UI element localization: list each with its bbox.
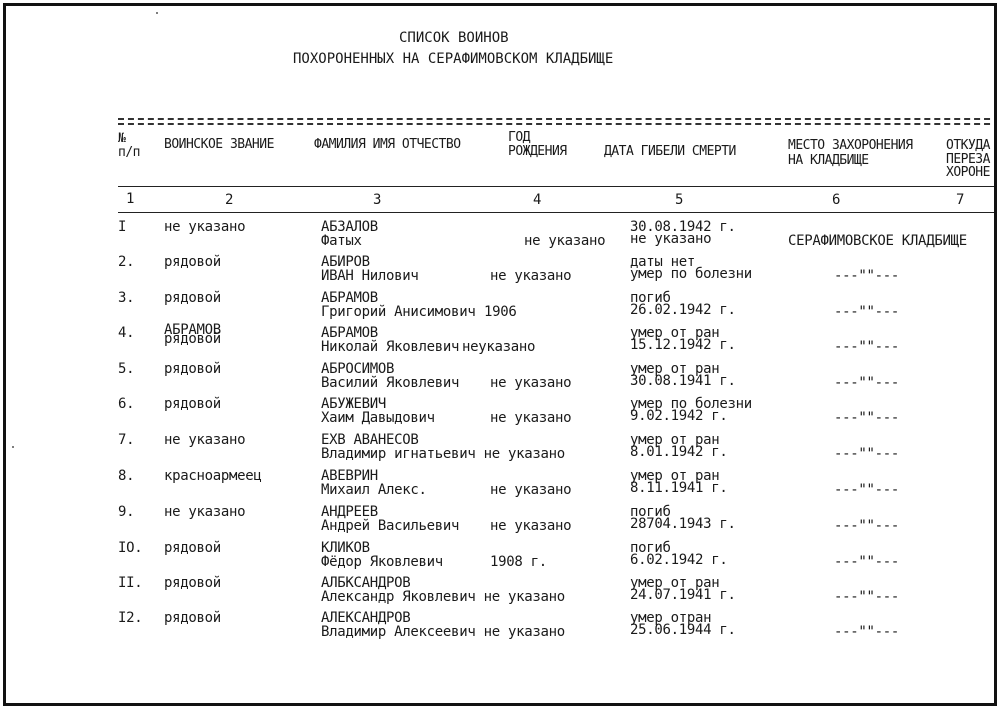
row-number: IO. xyxy=(118,540,143,556)
row-death-date: 30.08.1941 г. xyxy=(630,373,736,389)
header-col6-place-a: МЕСТО ЗАХОРОНЕНИЯ xyxy=(788,138,913,153)
column-number-4: 4 xyxy=(533,192,542,208)
row-rank: рядовой xyxy=(164,575,221,591)
row-death-note: умер отран xyxy=(630,610,712,626)
row-number: I2. xyxy=(118,610,143,626)
row-surname: АБЗАЛОВ xyxy=(321,219,378,235)
row-surname: АБИРОВ xyxy=(321,254,370,270)
row-given-names: Николай Яковлевич xyxy=(321,339,460,355)
header-col5-date: ДАТА ГИБЕЛИ СМЕРТИ xyxy=(604,144,736,159)
row-given-names: Владимир игнатьевич не указано xyxy=(321,446,565,462)
row-death-date: 9.02.1942 г. xyxy=(630,408,728,424)
row-death-date: 24.07.1941 г. xyxy=(630,587,736,603)
row-birth-year: не указано xyxy=(490,375,572,391)
row-given-names: Фёдор Яковлевич xyxy=(321,554,443,570)
header-bottom-rule xyxy=(118,186,997,187)
row-rank: не указано xyxy=(164,219,246,235)
row-surname: АНДРЕЕВ xyxy=(321,504,378,520)
row-burial-place: СЕРАФИМОВСКОЕ КЛАДБИЩЕ xyxy=(788,233,967,249)
row-given-names: Григорий Анисимович xyxy=(321,304,476,320)
row-rank: рядовой xyxy=(164,290,221,306)
row-burial-place: ---""--- xyxy=(834,482,900,498)
row-burial-place: ---""--- xyxy=(834,554,900,570)
row-number: 5. xyxy=(118,361,135,377)
row-number: 3. xyxy=(118,290,135,306)
row-birth-year: не указано xyxy=(490,518,572,534)
column-number-1: 1 xyxy=(126,191,135,207)
row-death-note: умер по болезни xyxy=(630,396,752,412)
row-death-note: умер от ран xyxy=(630,575,720,591)
row-number: 2. xyxy=(118,254,135,270)
row-death-date: 28704.1943 г. xyxy=(630,516,736,532)
row-birth-year: 1906 xyxy=(484,304,517,320)
header-col7-from-a: ОТКУДА xyxy=(946,138,990,153)
row-death-note: даты нет xyxy=(630,254,696,270)
row-burial-place: ---""--- xyxy=(834,304,900,320)
header-col1-number: № xyxy=(118,131,126,146)
row-death-note: погиб xyxy=(630,290,671,306)
column-number-7: 7 xyxy=(956,192,965,208)
row-rank: рядовой xyxy=(164,610,221,626)
row-rank: рядовой xyxy=(164,361,221,377)
row-number: I xyxy=(118,219,127,235)
row-given-names: Александр Яковлевич не указано xyxy=(321,589,565,605)
column-number-5: 5 xyxy=(675,192,684,208)
row-number: 9. xyxy=(118,504,135,520)
row-given-names: Василий Яковлевич xyxy=(321,375,460,391)
row-death-note: погиб xyxy=(630,504,671,520)
row-burial-place: ---""--- xyxy=(834,410,900,426)
row-surname: АБРАМОВ xyxy=(321,290,378,306)
column-number-2: 2 xyxy=(225,192,234,208)
row-surname: АБРОСИМОВ xyxy=(321,361,395,377)
row-burial-place: ---""--- xyxy=(834,446,900,462)
row-rank: рядовой xyxy=(164,540,221,556)
header-col4-year-b: РОЖДЕНИЯ xyxy=(508,144,567,159)
row-death-date: не указано xyxy=(630,231,712,247)
row-burial-place: ---""--- xyxy=(834,518,900,534)
header-col4-year-a: ГОД xyxy=(508,130,530,145)
row-rank: рядовой xyxy=(164,396,221,412)
row-death-date: 8.01.1942 г. xyxy=(630,444,728,460)
row-death-date: 15.12.1942 г. xyxy=(630,337,736,353)
row-birth-year: 1908 г. xyxy=(490,554,547,570)
row-surname: АБРАМОВ xyxy=(321,325,378,341)
row-burial-place: ---""--- xyxy=(834,339,900,355)
row-death-note: умер от ран xyxy=(630,361,720,377)
header-col6-place-b: НА КЛАДБИЩЕ xyxy=(788,153,869,168)
row-given-names: Фатых xyxy=(321,233,362,249)
row-rank: АБРАМОВ рядовой xyxy=(164,322,221,347)
row-given-names: Хаим Давыдович xyxy=(321,410,435,426)
row-burial-place: ---""--- xyxy=(834,268,900,284)
row-death-date: 25.06.1944 г. xyxy=(630,622,736,638)
row-rank: рядовой xyxy=(164,254,221,270)
row-number: 4. xyxy=(118,325,135,341)
row-given-names: ИВАН Нилович xyxy=(321,268,419,284)
row-given-names: Андрей Васильевич xyxy=(321,518,460,534)
row-surname: ЕХВ АВАНЕСОВ xyxy=(321,432,419,448)
header-top-rule xyxy=(118,118,997,120)
row-birth-year: не указано xyxy=(490,410,572,426)
header-col7-from-c: ХОРОНЕ xyxy=(946,165,990,180)
header-top-rule-2 xyxy=(118,123,997,125)
row-number: 8. xyxy=(118,468,135,484)
row-death-note: умер от ран xyxy=(630,432,720,448)
header-col2-rank: ВОИНСКОЕ ЗВАНИЕ xyxy=(164,137,274,152)
row-number: 6. xyxy=(118,396,135,412)
row-death-note: 30.08.1942 г. xyxy=(630,219,736,235)
row-death-date: 6.02.1942 г. xyxy=(630,552,728,568)
row-rank: красноармеец xyxy=(164,468,262,484)
row-birth-year: не указано xyxy=(490,268,572,284)
header-col3-fullname: ФАМИЛИЯ ИМЯ ОТЧЕСТВО xyxy=(314,137,461,152)
scan-speck xyxy=(12,446,14,448)
row-birth-year: неуказано xyxy=(462,339,536,355)
row-burial-place: ---""--- xyxy=(834,589,900,605)
row-given-names: Владимир Алексеевич не указано xyxy=(321,624,565,640)
row-birth-year: не указано xyxy=(490,482,572,498)
row-death-date: умер по болезни xyxy=(630,266,752,282)
row-surname: АБУЖЕВИЧ xyxy=(321,396,387,412)
row-burial-place: ---""--- xyxy=(834,375,900,391)
document-title-line1: СПИСОК ВОИНОВ xyxy=(399,30,509,46)
header-col1-pp: п/п xyxy=(118,145,140,160)
header-col7-from-b: ПЕРЕЗА xyxy=(946,152,990,167)
document-page xyxy=(3,3,997,706)
scan-speck xyxy=(156,12,158,14)
row-surname: АЛБКСАНДРОВ xyxy=(321,575,411,591)
row-birth-year: не указано xyxy=(524,233,606,249)
column-number-rule xyxy=(118,212,997,213)
row-death-date: 8.11.1941 г. xyxy=(630,480,728,496)
column-number-3: 3 xyxy=(373,192,382,208)
row-death-note: умер от ран xyxy=(630,468,720,484)
row-surname: КЛИКОВ xyxy=(321,540,370,556)
row-death-date: 26.02.1942 г. xyxy=(630,302,736,318)
row-burial-place: ---""--- xyxy=(834,624,900,640)
row-number: 7. xyxy=(118,432,135,448)
row-surname: АЛЕКСАНДРОВ xyxy=(321,610,411,626)
row-number: II. xyxy=(118,575,143,591)
row-surname: АВЕВРИН xyxy=(321,468,378,484)
column-number-6: 6 xyxy=(832,192,841,208)
row-rank: не указано xyxy=(164,504,246,520)
row-death-note: умер от ран xyxy=(630,325,720,341)
row-rank: не указано xyxy=(164,432,246,448)
document-title-line2: ПОХОРОНЕННЫХ НА СЕРАФИМОВСКОМ КЛАДБИЩЕ xyxy=(293,51,614,67)
row-given-names: Михаил Алекс. xyxy=(321,482,427,498)
row-death-note: погиб xyxy=(630,540,671,556)
